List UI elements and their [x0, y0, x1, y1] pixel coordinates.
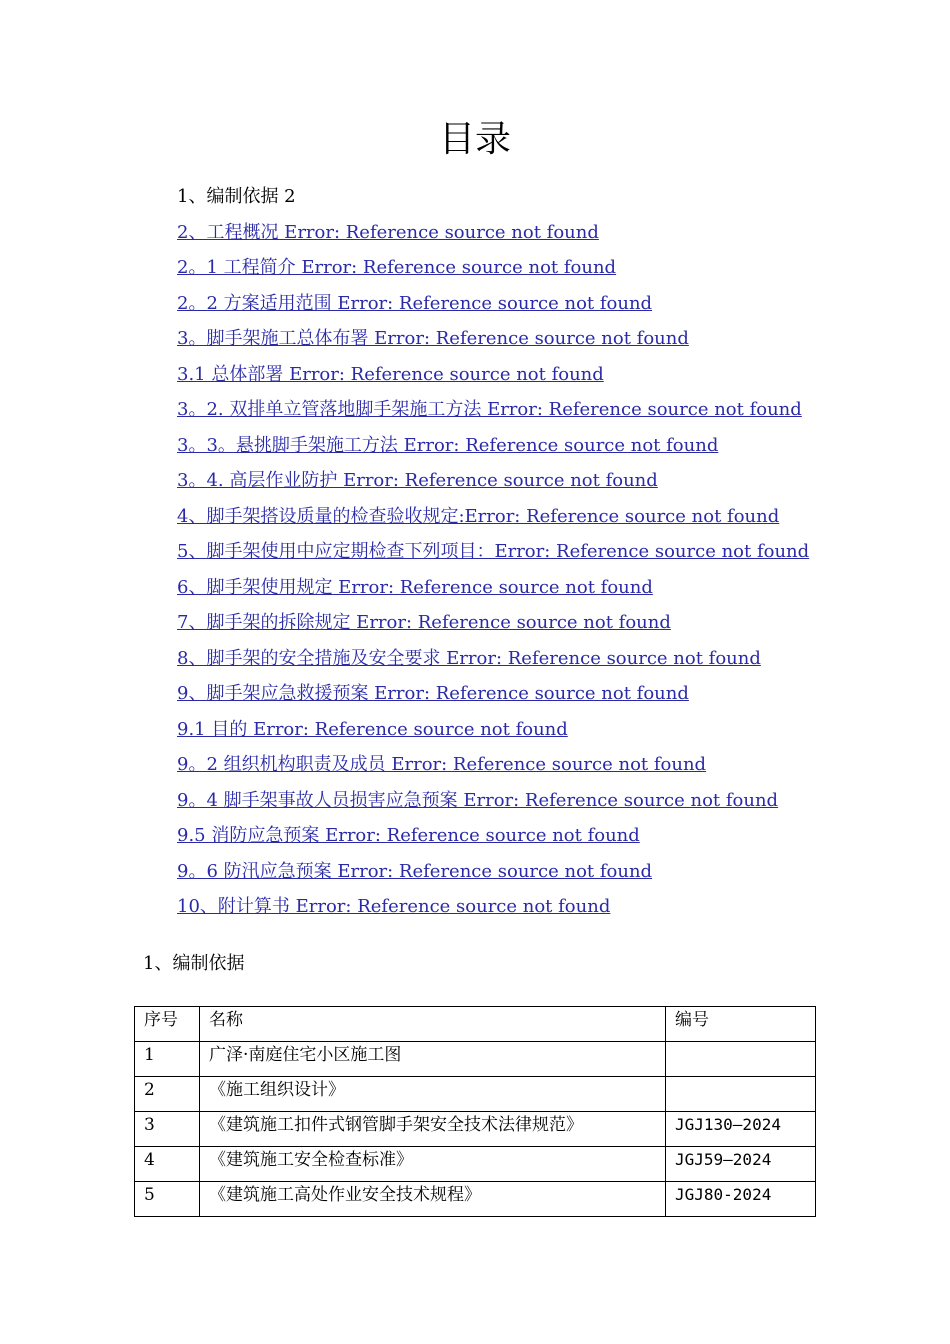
reference-table: [134, 1006, 816, 1217]
header-cell: 名称: [200, 1007, 666, 1042]
toc-link[interactable]: 9.5 消防应急预案 Error: Reference source not found: [177, 825, 640, 846]
table-cell: 5: [135, 1182, 200, 1217]
toc-item: [177, 502, 809, 538]
table-cell: 《建筑施工高处作业安全技术规程》: [200, 1182, 666, 1217]
toc-item: [177, 360, 809, 396]
toc-item: [177, 253, 809, 289]
toc-item: [177, 289, 809, 325]
toc-item: [177, 218, 809, 254]
section-heading: 1、编制依据: [143, 953, 245, 974]
toc-link[interactable]: 10、附计算书 Error: Reference source not found: [177, 896, 611, 917]
toc-item: [177, 750, 809, 786]
toc-item: [177, 679, 809, 715]
toc-link[interactable]: 9.1 目的 Error: Reference source not found: [177, 718, 568, 740]
table-header-row: [135, 1007, 816, 1042]
table-cell: 《建筑施工安全检查标准》: [200, 1147, 666, 1182]
toc-link[interactable]: 3。3。悬挑脚手架施工方法 Error: Reference source not found: [177, 434, 719, 456]
header-cell: 编号: [666, 1007, 816, 1042]
toc-item: [177, 324, 809, 360]
toc-item: [177, 821, 809, 857]
toc-link[interactable]: 9、脚手架应急救援预案 Error: Reference source not found: [177, 683, 689, 704]
toc-item-text: 1、编制依据 2: [177, 186, 296, 207]
table-row: [135, 1077, 816, 1112]
toc-link[interactable]: 9。6 防汛应急预案 Error: Reference source not found: [177, 860, 653, 882]
table-cell: [666, 1042, 816, 1077]
toc-item: [177, 786, 809, 822]
table-cell: 广泽·南庭住宅小区施工图: [200, 1042, 666, 1077]
table-cell: [666, 1077, 816, 1112]
toc-link[interactable]: 6、脚手架使用规定 Error: Reference source not found: [177, 576, 653, 598]
toc-link[interactable]: 9。2 组织机构职责及成员 Error: Reference source not found: [177, 754, 707, 775]
toc-link[interactable]: 7、脚手架的拆除规定 Error: Reference source not found: [177, 612, 671, 633]
toc-link[interactable]: 3.1 总体部署 Error: Reference source not found: [177, 363, 604, 385]
header-cell: 序号: [135, 1007, 200, 1042]
toc-link[interactable]: 3。2. 双排单立管落地脚手架施工方法 Error: Reference source not found: [177, 399, 802, 420]
toc-link[interactable]: 5、脚手架使用中应定期检查下列项目：Error: Reference source not found: [177, 541, 810, 562]
table-row: [135, 1112, 816, 1147]
table-cell: JGJ130—2024: [666, 1112, 816, 1147]
table-row: [135, 1182, 816, 1217]
table-of-contents: [177, 182, 809, 928]
toc-link[interactable]: 3。脚手架施工总体布署 Error: Reference source not found: [177, 328, 689, 349]
table-row: [135, 1042, 816, 1077]
toc-item: [177, 466, 809, 502]
toc-item: [177, 892, 809, 928]
table-row: [135, 1147, 816, 1182]
toc-item: [177, 395, 809, 431]
toc-link[interactable]: 3。4. 高层作业防护 Error: Reference source not found: [177, 470, 658, 491]
toc-link[interactable]: 2。1 工程简介 Error: Reference source not found: [177, 257, 617, 278]
toc-link[interactable]: 8、脚手架的安全措施及安全要求 Error: Reference source not found: [177, 647, 761, 669]
toc-item: [177, 573, 809, 609]
toc-item: [177, 715, 809, 751]
table-cell: JGJ59—2024: [666, 1147, 816, 1182]
table-cell: 3: [135, 1112, 200, 1147]
page-title: 目录: [438, 119, 511, 160]
table-cell: 4: [135, 1147, 200, 1182]
toc-item: [177, 608, 809, 644]
toc-link[interactable]: 2、工程概况 Error: Reference source not found: [177, 221, 599, 243]
toc-item: [177, 857, 809, 893]
table-cell: JGJ80-2024: [666, 1182, 816, 1217]
toc-item: [177, 644, 809, 680]
toc-item: [177, 182, 809, 218]
table-cell: 1: [135, 1042, 200, 1077]
toc-item: [177, 537, 809, 573]
table-cell: 《施工组织设计》: [200, 1077, 666, 1112]
table-cell: 2: [135, 1077, 200, 1112]
toc-link[interactable]: 9。4 脚手架事故人员损害应急预案 Error: Reference source not found: [177, 789, 779, 811]
table-cell: 《建筑施工扣件式钢管脚手架安全技术法律规范》: [200, 1112, 666, 1147]
toc-link[interactable]: 4、脚手架搭设质量的检查验收规定:Error: Reference source not found: [177, 505, 780, 527]
toc-item: [177, 431, 809, 467]
toc-link[interactable]: 2。2 方案适用范围 Error: Reference source not found: [177, 292, 653, 314]
